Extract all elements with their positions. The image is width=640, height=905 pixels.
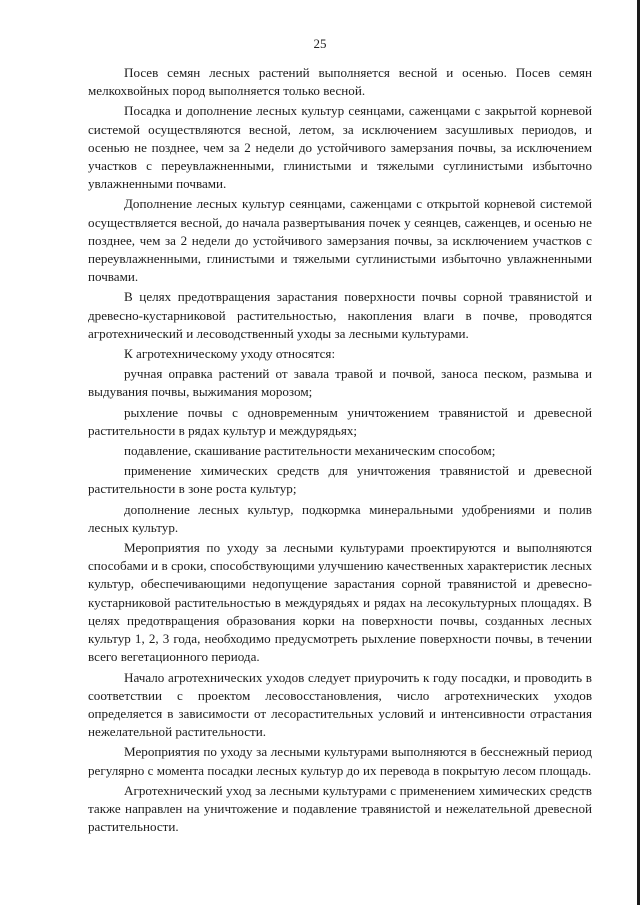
list-item-chemicals: применение химических средств для уничтожения травянистой и древесной растительности в зоне роста культур; [88, 463, 592, 497]
list-item-fertilizing-watering: дополнение лесных культур, подкормка минеральными удобрениями и полив лесных культур. [88, 501, 592, 535]
list-item-soil-loosening: рыхление почвы с одновременным уничтожением травянистой и древесной растительности в рядах культур и междурядьях; [88, 404, 592, 438]
page-number: 25 [313, 36, 327, 51]
paragraph-snowless-period: Мероприятия по уходу за лесными культурами выполняются в бесснежный период регулярно с момента посадки лесных культур до их перевода в покрытую лесом площадь. [88, 744, 592, 778]
paragraph-care-purpose: В целях предотвращения зарастания поверхности почвы сорной травянистой и древесно-кустарниковой растительностью, накопления влаги в почве, проводятся агротехнический и лесоводственный уходы за лесными культурами. [88, 289, 592, 341]
document-body [88, 64, 592, 836]
paragraph-sowing-season: Посев семян лесных растений выполняется весной и осенью. Посев семян мелкохвойных пород выполняется только весной. [88, 65, 592, 99]
list-item-manual-straightening: ручная оправка растений от завала травой и почвой, заноса песком, размыва и выдувания почвы, выжимания морозом; [88, 366, 592, 400]
paragraph-chemical-care: Агротехнический уход за лесными культурами с применением химических средств также направлен на уничтожение и подавление травянистой и нежелательной древесной растительности. [88, 782, 592, 835]
paragraph-care-start: Начало агротехнических уходов следует приурочить к году посадки, и проводить в соответствии с проектом лесовосстановления, число агротехнических уходов определяется в зависимости от лесорастительных условий и интенсивности отрастания нежелательной растительности. [88, 669, 592, 740]
paragraph-planting-open-roots: Дополнение лесных культур сеянцами, саженцами с открытой корневой системой осуществляется весной, до начала развертывания почек у сеянцев, саженцев, и осенью не позднее, чем за 2 недели до устойчивого замерзания почвы, за исключением участков с переувлажненными, глинистыми и тяжелыми суглинистыми избыточно увлажненными почвами. [88, 196, 592, 285]
paragraph-planting-closed-roots: Посадка и дополнение лесных культур сеянцами, саженцами с закрытой корневой системой осуществляются весной, летом, за исключением засушливых периодов, и осенью не позднее, чем за 2 недели до устойчивого замерзания почвы, за исключением участков с переувлажненными, глинистыми и тяжелыми суглинистыми избыточно увлажненными почвами. [88, 103, 592, 192]
list-item-mowing: подавление, скашивание растительности механическим способом; [124, 443, 496, 459]
paragraph-care-measures: Мероприятия по уходу за лесными культурами проектируются и выполняются способами и в сроки, способствующими улучшению качественных характеристик лесных культур, обеспечивающими недопущение зарастания сорной травянистой и древесно-кустарниковой растительностью в междурядьях и рядах на лесокультурных площадях. В целях предотвращения образования корки на поверхности почвы, созданных лесных культур 1, 2, 3 года, необходимо предусмотреть рыхление поверхности почвы, в течении всего вегетационного периода. [88, 540, 592, 665]
paragraph-care-list-intro: К агротехническому уходу относятся: [124, 346, 336, 362]
